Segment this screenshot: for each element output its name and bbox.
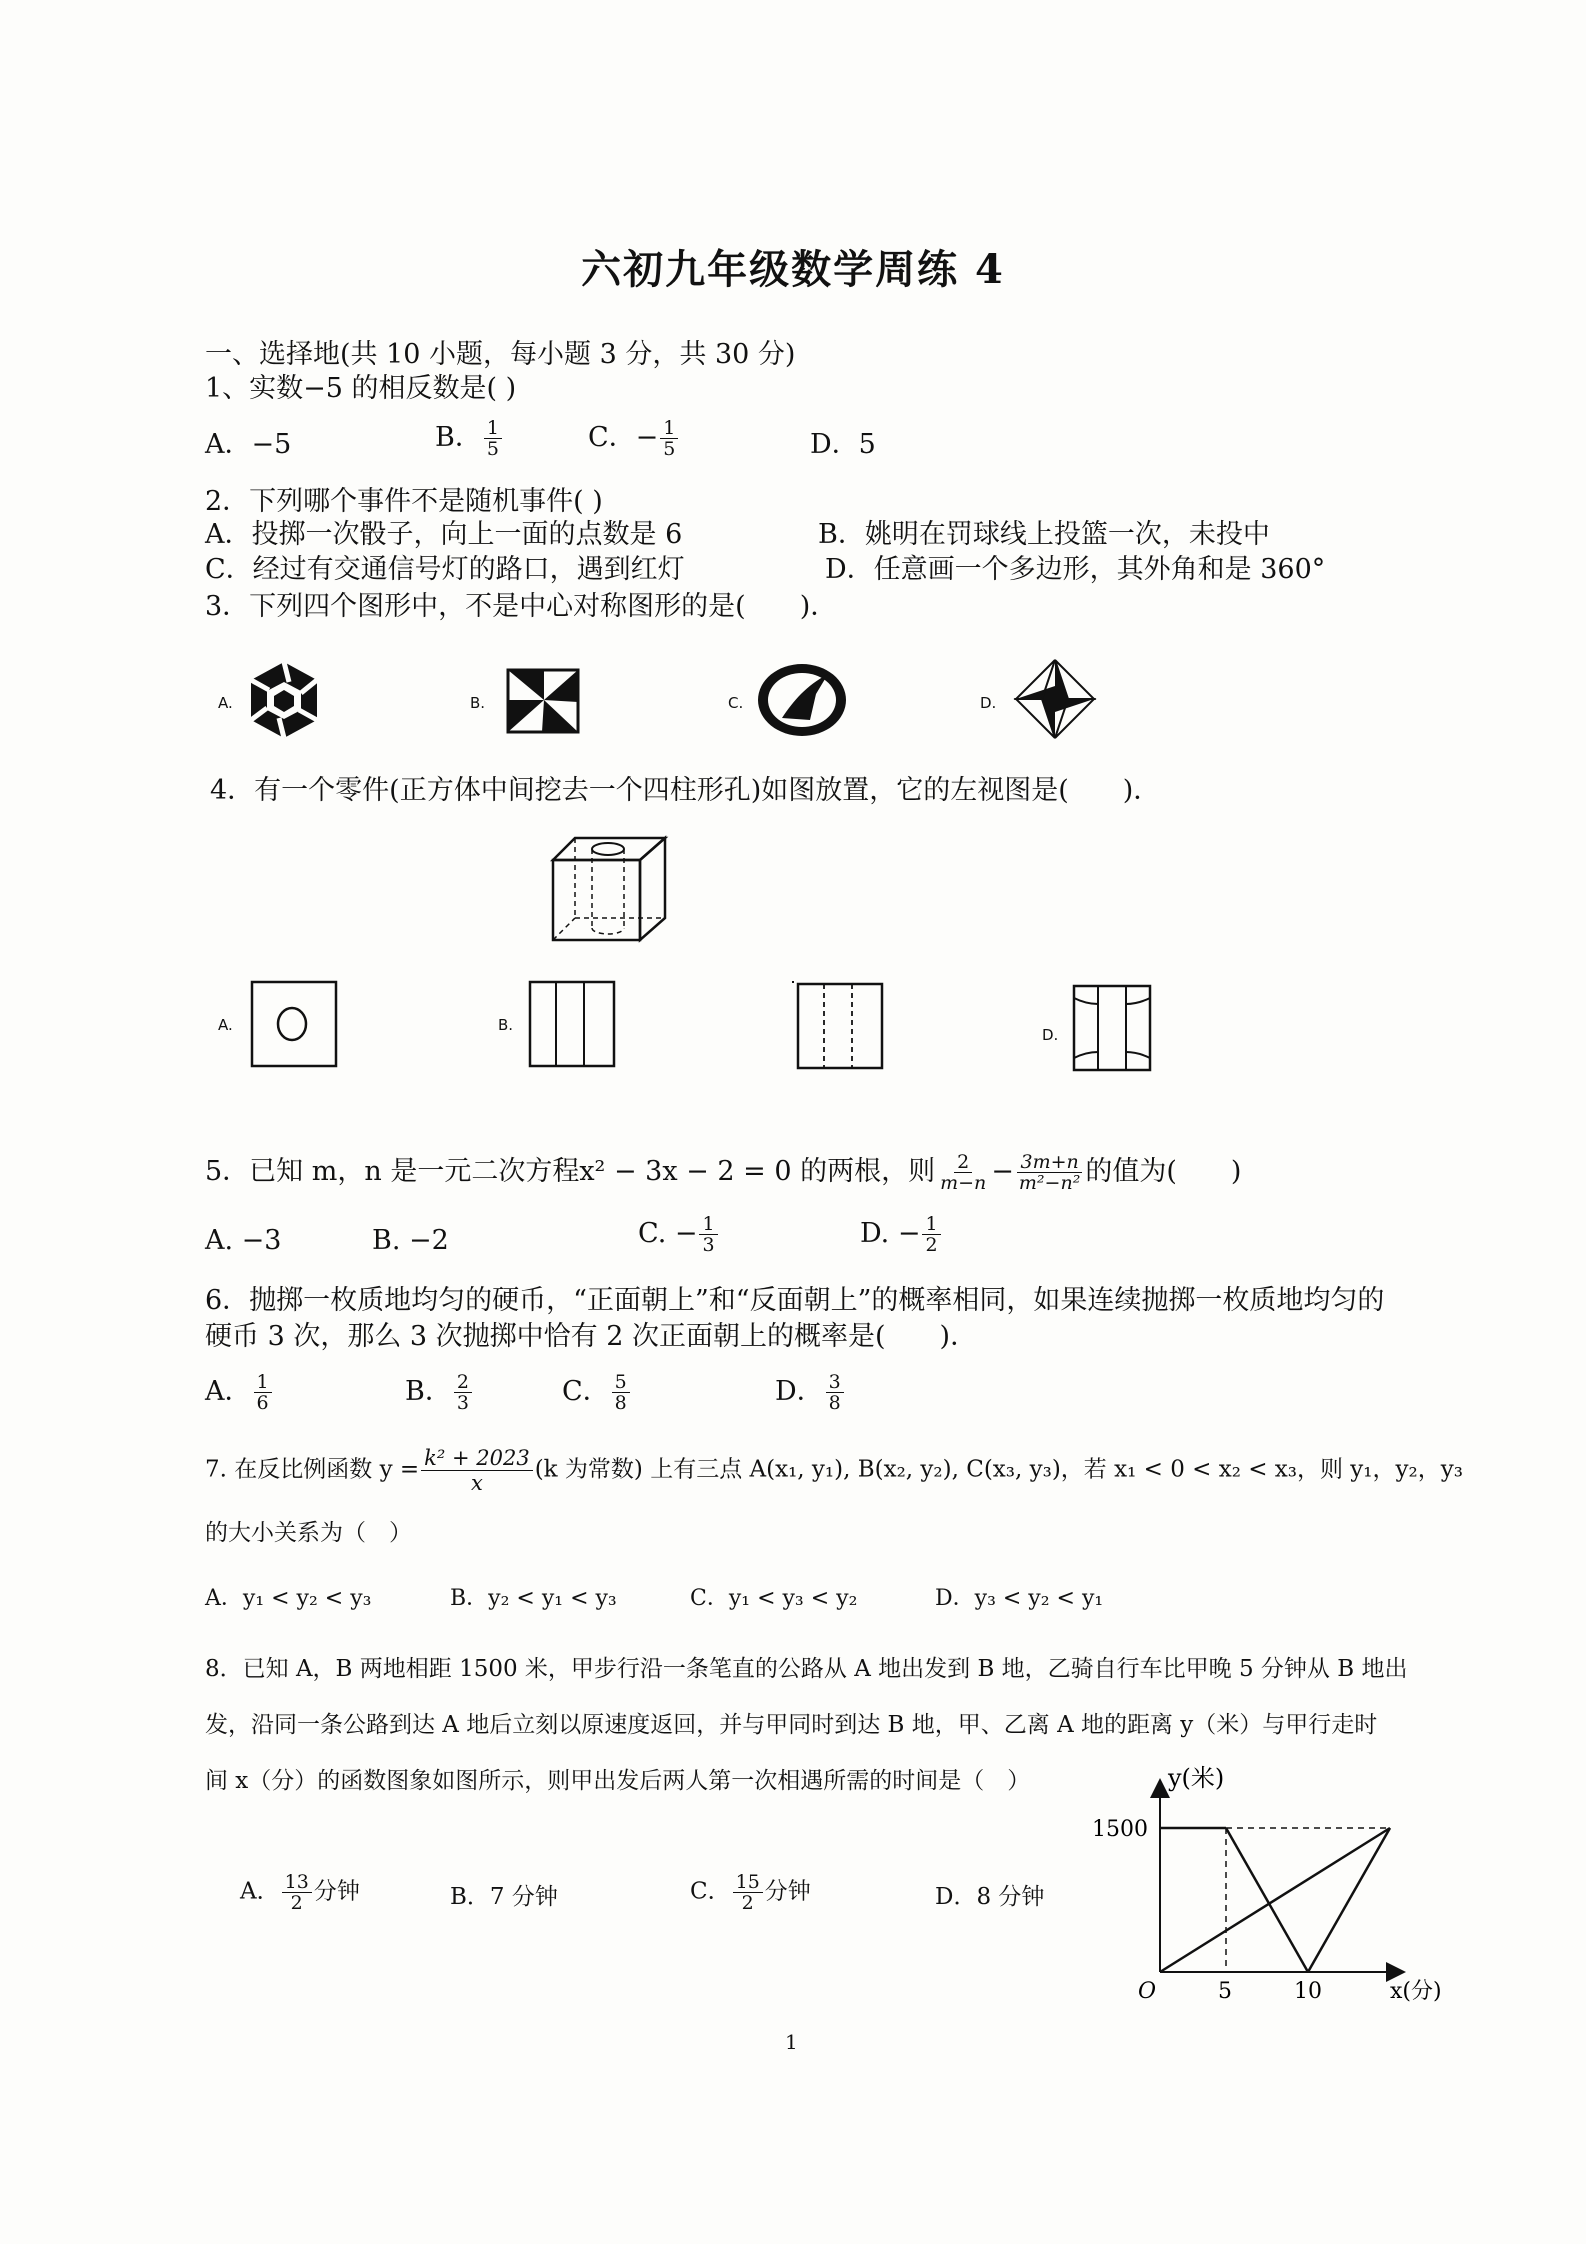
q5-option-d: D. − $\frac{1}{2}$ (860, 1214, 943, 1255)
q8-option-d: D．8 分钟 (935, 1884, 1045, 1910)
origin-label: O (1138, 1979, 1157, 2004)
four-petal-star-icon (1012, 656, 1098, 742)
q4-option-c-figure (788, 978, 888, 1074)
q8-option-c: C． $\frac{15}{2}$ 分钟 (690, 1871, 811, 1914)
q7-option-c: C．y₁ < y₃ < y₂ (690, 1586, 858, 1611)
q1-stem: 1、实数−5 的相反数是( ) (205, 373, 517, 404)
cube-with-hole-figure (545, 830, 675, 945)
q7-stem: 7. 在反比例函数 y = $\frac{\text{k² + 2023}}{x}$ (k 为常数) 上有三点 A(x₁, y₁), B(x₂, y₂), C(x₃, y₃)，若 x₁ < 0 < x₂ < x₃，则 y₁，y₂，y₃ (205, 1446, 1463, 1495)
line-jia (1160, 1828, 1390, 1972)
q8-stem-line3: 间 x（分）的函数图象如图所示，则甲出发后两人第一次相遇所需的时间是（ ） (205, 1768, 1031, 1794)
q4-option-a-figure (248, 978, 340, 1070)
x-axis-label: x(分) (1390, 1979, 1442, 2004)
q2-stem: 2．下列哪个事件不是随机事件( ) (205, 486, 603, 517)
q2-option-c: C．经过有交通信号灯的路口，遇到红灯 (205, 554, 685, 585)
q6-stem-line2: 硬币 3 次，那么 3 次抛掷中恰有 2 次正面朝上的概率是( )． (205, 1321, 978, 1352)
y-axis-label: y(米) (1168, 1764, 1225, 1792)
q4-label-d: D. (1042, 1026, 1059, 1044)
q7-option-b: B．y₂ < y₁ < y₃ (450, 1586, 617, 1611)
y-tick-1500: 1500 (1092, 1817, 1148, 1842)
q8-stem-line2: 发，沿同一条公路到达 A 地后立刻以原速度返回，并与甲同时到达 B 地，甲、乙离 A 地的距离 y（米）与甲行走时 (205, 1712, 1378, 1738)
q5-option-c: C. − $\frac{1}{3}$ (638, 1214, 720, 1255)
q7-option-a: A．y₁ < y₂ < y₃ (205, 1586, 372, 1611)
q6-option-b: B． $\frac{2}{3}$ (405, 1372, 474, 1413)
q5-stem: 5．已知 m，n 是一元二次方程x² − 3x − 2 = 0 的两根，则 $\frac{2}{m-n}$ − $\frac{3m+n}{\text{m²−n²}}$ 的值为( ) (205, 1151, 1242, 1194)
line-yi-out (1226, 1828, 1308, 1972)
line-yi-back (1308, 1828, 1390, 1972)
q1-option-a: A．−5 (205, 429, 292, 460)
q7-option-d: D．y₃ < y₂ < y₁ (935, 1586, 1104, 1611)
section-heading: 一、选择地(共 10 小题，每小题 3 分，共 30 分) (205, 339, 796, 370)
q1-option-d: D．5 (810, 429, 876, 460)
q3-label-a: A. (218, 694, 233, 712)
q4-option-d-figure (1064, 980, 1160, 1076)
q6-option-d: D． $\frac{3}{8}$ (775, 1372, 846, 1413)
circle-logo-icon (754, 660, 850, 740)
page-number: 1 (785, 2030, 798, 2054)
q8-option-a: A． $\frac{13}{2}$ 分钟 (240, 1871, 360, 1914)
hexagonal-swirl-icon (245, 658, 323, 742)
q6-stem-line1: 6．抛掷一枚质地均匀的硬币，“正面朝上”和“反面朝上”的概率相同，如果连续抛掷一枚质地均匀的 (205, 1285, 1385, 1316)
q8-stem-line1: 8．已知 A，B 两地相距 1500 米，甲步行沿一条笔直的公路从 A 地出发到 B 地，乙骑自行车比甲晚 5 分钟从 B 地出 (205, 1656, 1408, 1682)
q7-stem-line2: 的大小关系为（ ） (205, 1520, 412, 1546)
q4-label-a: A. (218, 1016, 233, 1034)
page-title: 六初九年级数学周练 4 (581, 246, 1005, 293)
q3-label-b: B. (470, 694, 486, 712)
q1-option-c: C．− $\frac{1}{5}$ (588, 418, 680, 459)
q3-stem: 3．下列四个图形中，不是中心对称图形的是( )． (205, 591, 838, 622)
q3-label-c: C. (728, 694, 744, 712)
q2-option-b: B．姚明在罚球线上投篮一次，未投中 (818, 519, 1270, 550)
q6-option-c: C． $\frac{5}{8}$ (562, 1372, 632, 1413)
x-tick-5: 5 (1218, 1979, 1232, 2004)
q3-label-d: D. (980, 694, 997, 712)
q8-distance-time-graph (1090, 1760, 1470, 2010)
q4-label-b: B. (498, 1016, 514, 1034)
q5-option-b: B. −2 (372, 1225, 449, 1256)
q5-option-a: A. −3 (205, 1225, 282, 1256)
q2-option-d: D．任意画一个多边形，其外角和是 360° (825, 554, 1326, 585)
x-tick-10: 10 (1294, 1979, 1322, 2004)
q6-option-a: A． $\frac{1}{6}$ (205, 1372, 274, 1413)
q2-option-a: A．投掷一次骰子，向上一面的点数是 6 (205, 519, 683, 550)
pinwheel-icon (500, 660, 586, 740)
q4-stem: 4．有一个零件(正方体中间挖去一个四柱形孔)如图放置，它的左视图是( )． (210, 775, 1161, 806)
q8-option-b: B．7 分钟 (450, 1884, 558, 1910)
q4-option-b-figure (526, 978, 618, 1070)
q1-option-b: B． $\frac{1}{5}$ (435, 418, 504, 459)
